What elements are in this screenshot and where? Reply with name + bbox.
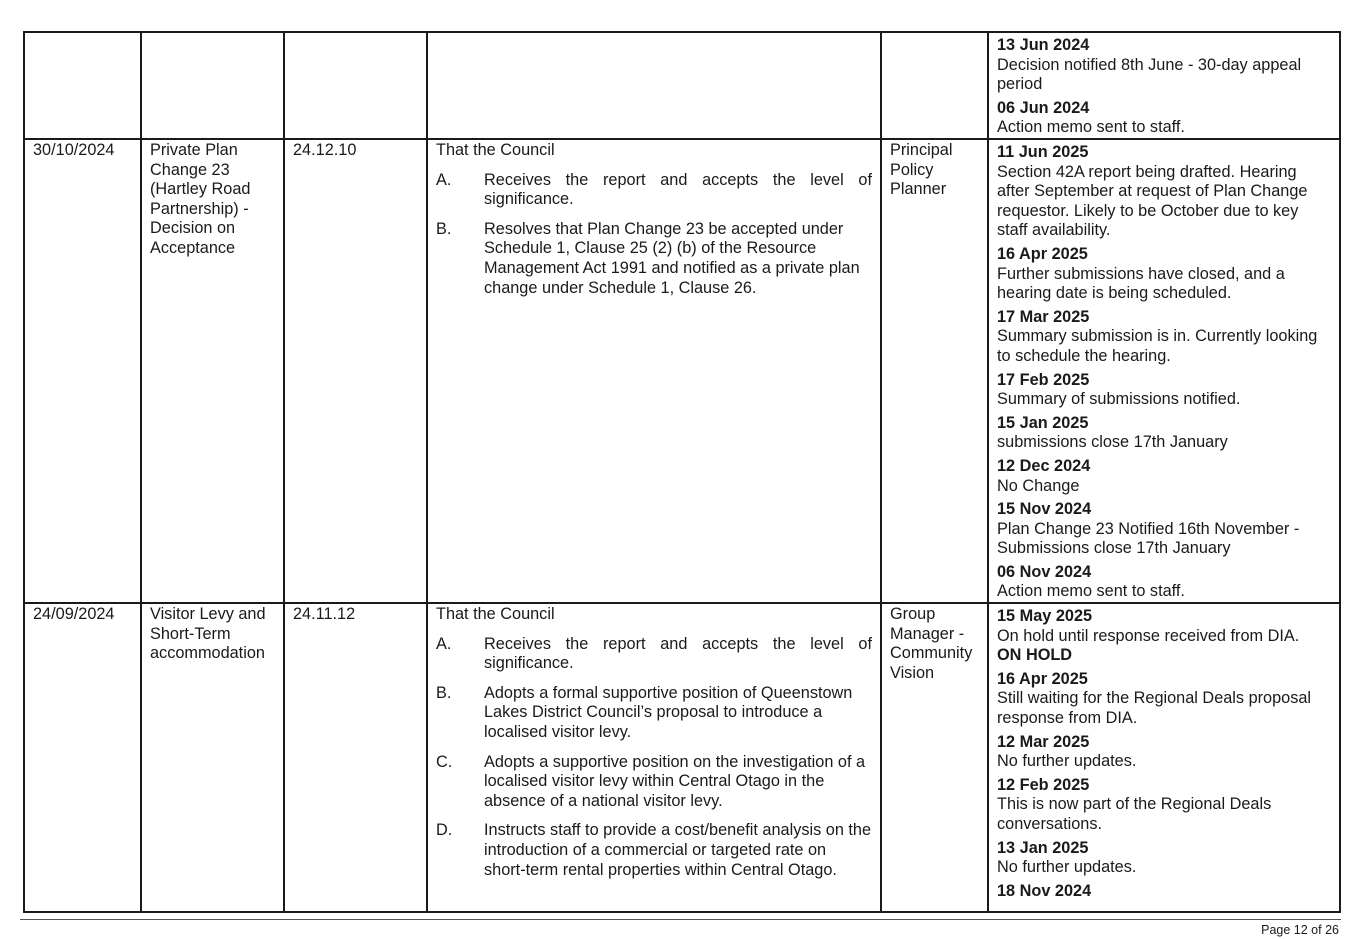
status-update (997, 414, 1331, 453)
status-update (997, 457, 1331, 496)
status-update (997, 500, 1331, 559)
resolution-item (436, 753, 872, 812)
resolution-text: Adopts a formal supportive position of Queenstown Lakes District Council’s proposal to introduce a localised visitor levy. (484, 683, 853, 742)
page-number: Page 12 of 26 (1261, 923, 1339, 937)
actions-table (23, 31, 1341, 913)
resolution-text: Resolves that Plan Change 23 be accepted under Schedule 1, Clause 25 (2) (b) of the Resource Management Act 1991 and notified as a private plan change under Schedule 1, Clause 26. (484, 219, 860, 297)
resolution-letter: D. (436, 821, 453, 840)
resolution-letter: C. (436, 752, 453, 771)
update-note: No Change (997, 476, 1080, 495)
subject-cell: Private Plan Change 23 (Hartley Road Partnership) - Decision on Acceptance (141, 139, 284, 603)
update-note: Decision notified 8th June - 30-day appeal period (997, 55, 1302, 94)
reference-cell: 24.12.10 (284, 139, 427, 603)
update-date: 13 Jan 2025 (997, 838, 1089, 857)
resolution-intro: That the Council (436, 141, 555, 159)
status-update (997, 99, 1331, 138)
resolution-item (436, 684, 872, 743)
update-date: 15 Nov 2024 (997, 500, 1092, 519)
subject-cell: Visitor Levy and Short-Term accommodation (141, 603, 284, 912)
officer-cell: Group Manager - Community Vision (881, 603, 988, 912)
status-update (997, 607, 1331, 666)
status-update (997, 733, 1331, 772)
table-row (24, 32, 1340, 139)
meeting-date-cell: 24/09/2024 (24, 603, 141, 912)
meeting-date-cell (24, 32, 141, 139)
status-update (997, 371, 1331, 410)
update-date: 06 Jun 2024 (997, 98, 1090, 117)
status-cell (988, 603, 1340, 912)
update-note: Plan Change 23 Notified 16th November - Submissions close 17th January (997, 519, 1300, 558)
update-date: 15 May 2025 (997, 607, 1093, 626)
update-note: No further updates. (997, 752, 1137, 771)
status-update (997, 143, 1331, 241)
resolution-cell (427, 139, 881, 603)
update-date: 16 Apr 2025 (997, 244, 1088, 263)
officer-cell: Principal Policy Planner (881, 139, 988, 603)
status-cell (988, 139, 1340, 603)
update-date: 17 Feb 2025 (997, 370, 1090, 389)
update-date: 13 Jun 2024 (997, 36, 1090, 54)
status-update (997, 308, 1331, 367)
on-hold-flag: ON HOLD (997, 646, 1073, 665)
update-note: No further updates. (997, 858, 1137, 877)
update-date: 15 Jan 2025 (997, 413, 1089, 432)
update-date: 18 Nov 2024 (997, 881, 1092, 900)
update-note: submissions close 17th January (997, 433, 1228, 452)
status-update (997, 563, 1331, 602)
update-note: Action memo sent to staff. (997, 118, 1185, 137)
update-date: 11 Jun 2025 (997, 143, 1089, 161)
resolution-item (436, 171, 872, 210)
resolution-item (436, 821, 872, 880)
resolution-letter: A. (436, 170, 452, 189)
status-update (997, 670, 1331, 729)
resolution-item (436, 635, 872, 674)
status-update (997, 882, 1331, 902)
update-note: On hold until response received from DIA. (997, 626, 1300, 645)
update-date: 06 Nov 2024 (997, 562, 1092, 581)
resolution-text: Instructs staff to provide a cost/benefit analysis on the introduction of a commercial or targeted rate on short-term rental properties within Central Otago. (484, 821, 872, 879)
update-note: Summary submission is in. Currently looking to schedule the hearing. (997, 327, 1318, 365)
resolution-intro: That the Council (436, 605, 555, 624)
resolution-cell (427, 603, 881, 912)
update-note: Still waiting for the Regional Deals proposal response from DIA. (997, 689, 1312, 728)
update-date: 12 Mar 2025 (997, 732, 1090, 751)
reference-cell: 24.11.12 (284, 603, 427, 912)
update-note: Further submissions have closed, and a hearing date is being scheduled. (997, 264, 1285, 303)
status-update (997, 36, 1331, 95)
reference-cell (284, 32, 427, 139)
update-note: Section 42A report being drafted. Hearing after September at request of Plan Change requestor. Likely to be October due to key staff availability. (997, 162, 1308, 240)
resolution-letter: A. (436, 634, 452, 653)
meeting-date-cell: 30/10/2024 (24, 139, 141, 603)
update-note: Summary of submissions notified. (997, 390, 1241, 409)
status-update (997, 245, 1331, 304)
resolution-text: Receives the report and accepts the level of significance. (484, 170, 872, 209)
officer-cell (881, 32, 988, 139)
status-cell (988, 32, 1340, 139)
update-date: 17 Mar 2025 (997, 307, 1090, 326)
update-note: Action memo sent to staff. (997, 582, 1185, 601)
status-update (997, 839, 1331, 878)
resolution-letter: B. (436, 219, 452, 238)
resolution-text: Adopts a supportive position on the investigation of a localised visitor levy within Central Otago in the absence of a national visitor levy. (484, 752, 866, 810)
update-date: 16 Apr 2025 (997, 669, 1088, 688)
status-update (997, 776, 1331, 835)
table-row (24, 139, 1340, 603)
subject-cell (141, 32, 284, 139)
resolution-letter: B. (436, 683, 452, 702)
update-date: 12 Feb 2025 (997, 775, 1090, 794)
resolution-text: Receives the report and accepts the level of significance. (484, 634, 872, 673)
table-row (24, 603, 1340, 912)
update-note: This is now part of the Regional Deals conversations. (997, 795, 1272, 833)
footer-divider (20, 919, 1341, 920)
update-date: 12 Dec 2024 (997, 456, 1091, 475)
resolution-cell (427, 32, 881, 139)
resolution-item (436, 220, 872, 298)
